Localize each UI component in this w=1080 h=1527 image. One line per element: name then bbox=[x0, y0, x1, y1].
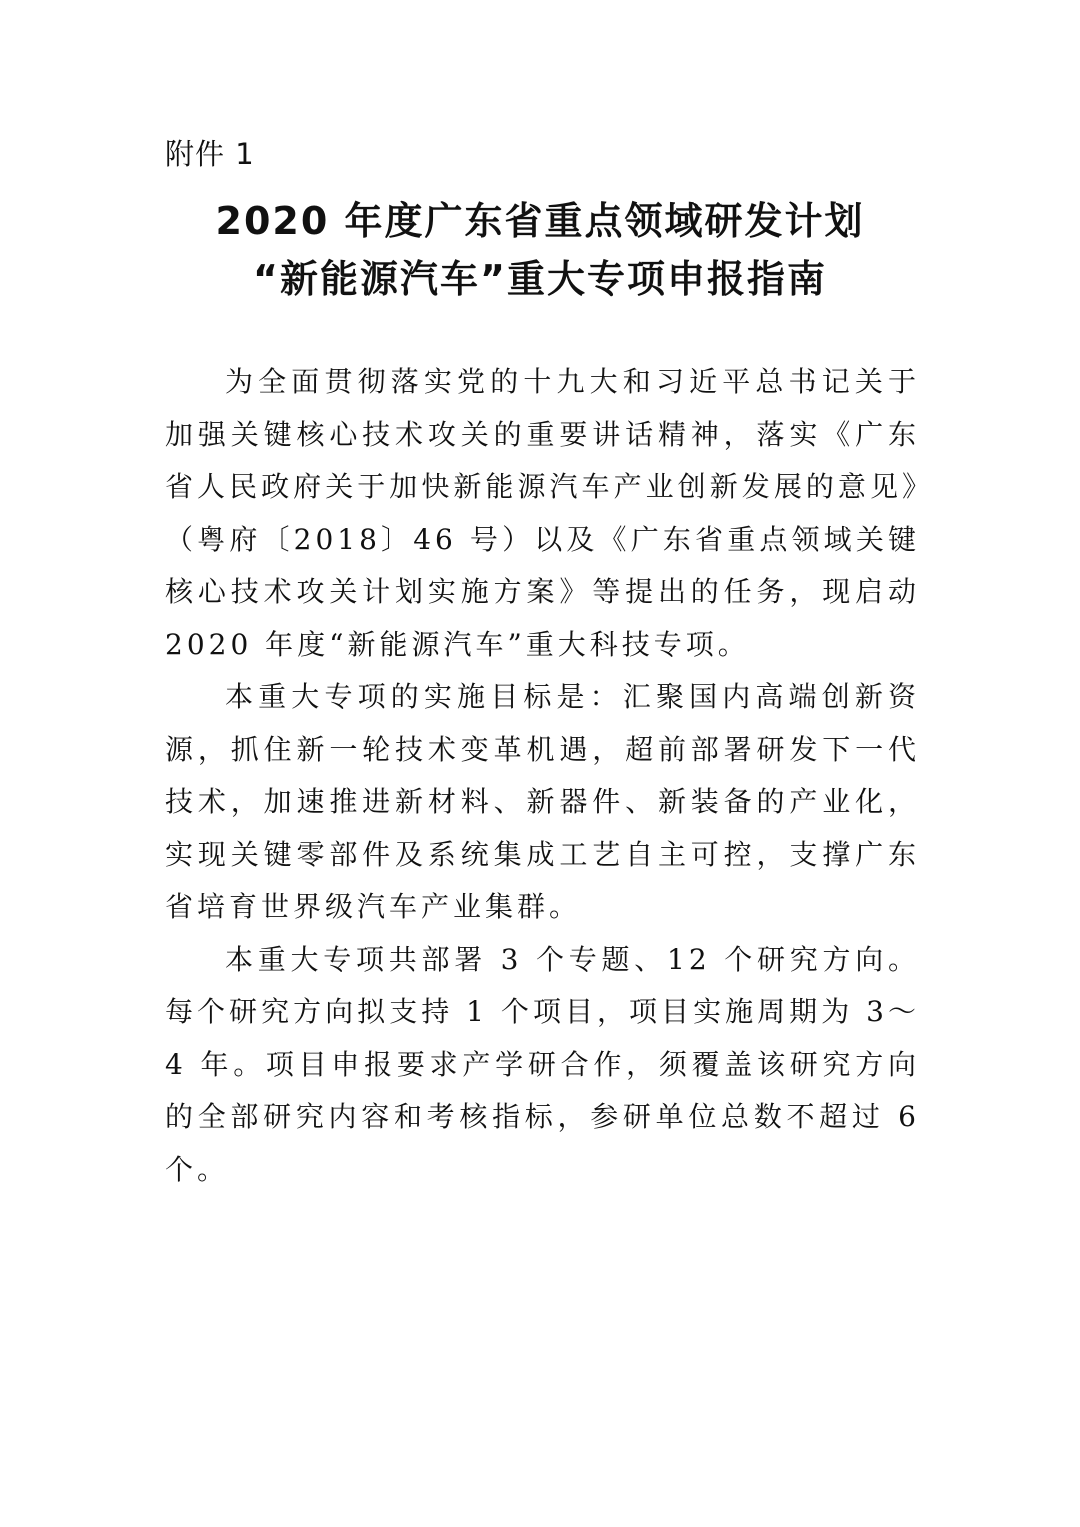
paragraph-background: 为全面贯彻落实党的十九大和习近平总书记关于加强关键核心技术攻关的重要讲话精神，落实《广东省人民政府关于加快新能源汽车产业创新发展的意见》（粤府〔2018〕46 号）以及《广东省重点领域关键核心技术攻关计划实施方案》等提出的任务，现启动 2020 年度“新能源汽车”重大科技专项。 bbox=[165, 365, 920, 661]
paragraph-arrangement: 本重大专项共部署 3 个专题、12 个研究方向。每个研究方向拟支持 1 个项目，项目实施周期为 3～4 年。项目申报要求产学研合作，须覆盖该研究方向的全部研究内容和考核指标，参研单位总数不超过 6 个。 bbox=[165, 942, 920, 1186]
attachment-label: 附件 1 bbox=[165, 137, 255, 171]
document-title bbox=[0, 192, 1080, 308]
title-line-1: 2020 年度广东省重点领域研发计划 bbox=[215, 199, 865, 243]
document-body bbox=[165, 356, 920, 1196]
title-line-2: “新能源汽车”重大专项申报指南 bbox=[253, 257, 827, 301]
paragraph-objectives: 本重大专项的实施目标是：汇聚国内高端创新资源，抓住新一轮技术变革机遇，超前部署研发下一代技术，加速推进新材料、新器件、新装备的产业化，实现关键零部件及系统集成工艺自主可控，支撑广东省培育世界级汽车产业集群。 bbox=[165, 680, 920, 923]
